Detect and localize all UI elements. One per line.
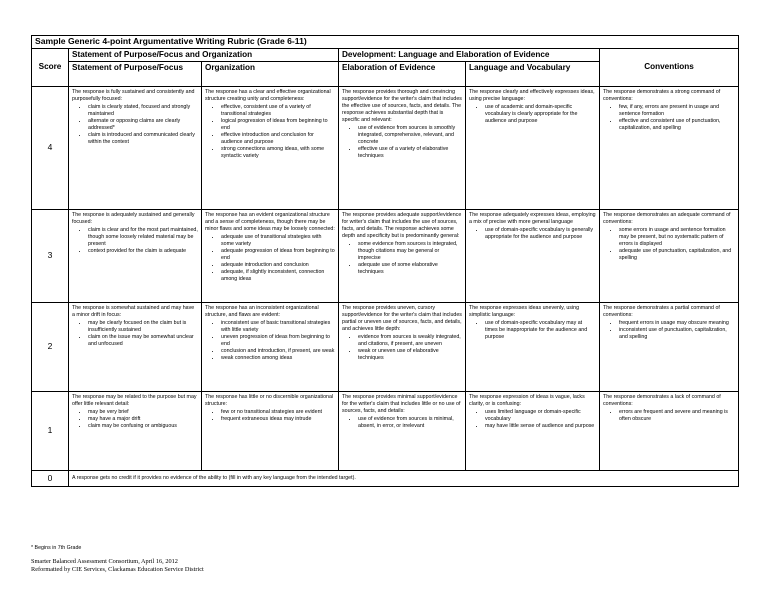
- language-cell: [466, 86, 600, 209]
- organization-cell: [202, 302, 339, 391]
- language-intro: The response expression of ideas is vague, lacks clarity, or is confusing:: [469, 393, 585, 407]
- criterion-bullet: • use of domain-specific vocabulary may at times be inappropriate for the audience and purpose: [485, 320, 596, 341]
- criterion-bullet: • context provided for the claim is adequate: [88, 248, 198, 255]
- criterion-bullet: • may be clearly focused on the claim but is insufficiently sustained: [88, 320, 198, 334]
- group-header-purpose-organization: Statement of Purpose/Focus and Organization: [69, 48, 339, 61]
- elaboration-bullets: [342, 125, 462, 160]
- conventions-intro: The response demonstrates a strong command of conventions:: [603, 88, 721, 102]
- score-row: [32, 209, 739, 302]
- language-header: Language and Vocabulary: [466, 61, 600, 86]
- criterion-bullet: • adequate introduction and conclusion: [221, 262, 335, 269]
- criterion-bullet: • conclusion and introduction, if present, are weak: [221, 348, 335, 355]
- purpose-bullets: [72, 320, 198, 348]
- criterion-bullet: • may have a major drift: [88, 416, 198, 423]
- elaboration-bullets: [342, 416, 462, 430]
- purpose-intro: The response may be related to the purpose but may offer little relevant detail:: [72, 393, 197, 407]
- criterion-bullet: • claim may be confusing or ambiguous: [88, 423, 198, 430]
- purpose-intro: The response is adequately sustained and generally focused:: [72, 211, 195, 225]
- elaboration-intro: The response provides thorough and convincing support/evidence for the writer's claim that includes the effective use of sources, facts, and details. The response achieves substantial depth that is specific and relevant:: [342, 88, 462, 123]
- criterion-bullet: • use of academic and domain-specific vocabulary is clearly appropriate for the audience and purpose: [485, 104, 596, 125]
- criterion-bullet: • uneven progression of ideas from beginning to end: [221, 334, 335, 348]
- criterion-bullet: • use of evidence from sources is smoothly integrated, comprehensive, relevant, and concrete: [358, 125, 462, 146]
- organization-header: Organization: [202, 61, 339, 86]
- purpose-intro: The response is somewhat sustained and may have a minor drift in focus:: [72, 304, 195, 318]
- criterion-bullet: • use of evidence from sources is minimal, absent, in error, or irrelevant: [358, 416, 462, 430]
- elaboration-intro: The response provides adequate support/evidence for writer's claim that includes the use of sources, facts, and details. The response achieves some depth and specificity but is predominantly general:: [342, 211, 462, 239]
- elaboration-cell: [339, 302, 466, 391]
- purpose-cell: [69, 86, 202, 209]
- conventions-intro: The response demonstrates a lack of command of conventions:: [603, 393, 721, 407]
- purpose-bullets: [72, 227, 198, 255]
- purpose-cell: [69, 209, 202, 302]
- criterion-bullet: • few or no transitional strategies are evident: [221, 409, 335, 416]
- score-value: 2: [32, 302, 69, 391]
- purpose-intro: The response is fully sustained and consistently and purposefully focused:: [72, 88, 195, 102]
- criterion-bullet: • effective and consistent use of punctuation, capitalization, and spelling: [619, 118, 735, 132]
- organization-cell: [202, 209, 339, 302]
- criterion-bullet: • frequent extraneous ideas may intrude: [221, 416, 335, 423]
- conventions-cell: [600, 86, 739, 209]
- criterion-bullet: • weak or uneven use of elaborative techniques: [358, 348, 462, 362]
- criterion-bullet: • effective introduction and conclusion for audience and purpose: [221, 132, 335, 146]
- criterion-bullet: • frequent errors in usage may obscure meaning: [619, 320, 735, 327]
- rubric-title: Sample Generic 4-point Argumentative Writing Rubric (Grade 6-11): [32, 36, 739, 49]
- criterion-bullet: • some errors in usage and sentence formation may be present, but no systematic pattern of errors is displayed: [619, 227, 735, 248]
- language-bullets: [469, 320, 596, 341]
- organization-intro: The response has an evident organizational structure and a sense of completeness, though there may be minor flaws and some ideas may be loosely connected:: [205, 211, 335, 232]
- criterion-bullet: • adequate, if slightly inconsistent, connection among ideas: [221, 269, 335, 283]
- elaboration-intro: The response provides minimal support/evidence for the writer's claim that includes little or no use of sources, facts, and details:: [342, 393, 461, 414]
- conventions-header: Conventions: [600, 48, 739, 86]
- conventions-cell: [600, 391, 739, 470]
- language-bullets: [469, 409, 596, 430]
- conventions-cell: [600, 302, 739, 391]
- conventions-bullets: [603, 227, 735, 262]
- criterion-bullet: • logical progression of ideas from beginning to end: [221, 118, 335, 132]
- purpose-bullets: [72, 104, 198, 146]
- criterion-bullet: • adequate use of punctuation, capitalization, and spelling: [619, 248, 735, 262]
- organization-bullets: [205, 320, 335, 362]
- conventions-bullets: [603, 320, 735, 341]
- criterion-bullet: • inconsistent use of basic transitional strategies with little variety: [221, 320, 335, 334]
- elaboration-bullets: [342, 334, 462, 362]
- purpose-header: Statement of Purpose/Focus: [69, 61, 202, 86]
- group-header-development: Development: Language and Elaboration of Evidence: [339, 48, 600, 61]
- criterion-bullet: • adequate use of transitional strategies with some variety: [221, 234, 335, 248]
- elaboration-header: Elaboration of Evidence: [339, 61, 466, 86]
- organization-bullets: [205, 409, 335, 423]
- criterion-bullet: • weak connection among ideas: [221, 355, 335, 362]
- conventions-bullets: [603, 104, 735, 132]
- criterion-bullet: • claim is clear and for the most part maintained, though some loosely related material may be present: [88, 227, 198, 248]
- organization-intro: The response has little or no discernible organizational structure:: [205, 393, 334, 407]
- language-bullets: [469, 104, 596, 125]
- conventions-cell: [600, 209, 739, 302]
- criterion-bullet: • some evidence from sources is integrated, though citations may be general or imprecise: [358, 241, 462, 262]
- zero-score-description: A response gets no credit if it provides no evidence of the ability to (fill in with any key language from the intended target).: [69, 470, 739, 486]
- purpose-cell: [69, 391, 202, 470]
- criterion-bullet: • may have little sense of audience and purpose: [485, 423, 596, 430]
- criterion-bullet: • adequate progression of ideas from beginning to end: [221, 248, 335, 262]
- criterion-bullet: • alternate or opposing claims are clearly addressed*: [88, 118, 198, 132]
- criterion-bullet: • claim is introduced and communicated clearly within the context: [88, 132, 198, 146]
- language-intro: The response adequately expresses ideas, employing a mix of precise with more general language: [469, 211, 596, 225]
- criterion-bullet: • claim on the issue may be somewhat unclear and unfocused: [88, 334, 198, 348]
- criterion-bullet: • evidence from sources is weakly integrated, and citations, if present, are uneven: [358, 334, 462, 348]
- criterion-bullet: • claim is clearly stated, focused and strongly maintained: [88, 104, 198, 118]
- score-value: 4: [32, 86, 69, 209]
- elaboration-bullets: [342, 241, 462, 276]
- conventions-intro: The response demonstrates an adequate command of conventions:: [603, 211, 731, 225]
- purpose-cell: [69, 302, 202, 391]
- language-cell: [466, 302, 600, 391]
- conventions-intro: The response demonstrates a partial command of conventions:: [603, 304, 720, 318]
- criterion-bullet: • few, if any, errors are present in usage and sentence formation: [619, 104, 735, 118]
- score-zero: 0: [32, 470, 69, 486]
- footnote: * Begins in 7th Grade: [31, 545, 82, 551]
- elaboration-cell: [339, 209, 466, 302]
- criterion-bullet: • uses limited language or domain-specific vocabulary: [485, 409, 596, 423]
- score-value: 1: [32, 391, 69, 470]
- footer-source: Smarter Balanced Assessment Consortium, April 16, 2012: [31, 558, 178, 565]
- language-cell: [466, 391, 600, 470]
- criterion-bullet: • strong connections among ideas, with some syntactic variety: [221, 146, 335, 160]
- criterion-bullet: • effective use of a variety of elaborative techniques: [358, 146, 462, 160]
- purpose-bullets: [72, 409, 198, 430]
- score-row: [32, 391, 739, 470]
- language-cell: [466, 209, 600, 302]
- score-value: 3: [32, 209, 69, 302]
- rubric-table: [31, 35, 739, 487]
- organization-bullets: [205, 234, 335, 283]
- conventions-bullets: [603, 409, 735, 423]
- language-intro: The response clearly and effectively expresses ideas, using precise language:: [469, 88, 595, 102]
- criterion-bullet: • inconsistent use of punctuation, capitalization, and spelling: [619, 327, 735, 341]
- score-rows: [32, 86, 739, 470]
- language-intro: The response expresses ideas unevenly, using simplistic language:: [469, 304, 580, 318]
- footer-reformatted: Reformatted by CIE Services, Clackamas Education Service District: [31, 566, 204, 573]
- organization-intro: The response has a clear and effective organizational structure creating unity and completeness:: [205, 88, 331, 102]
- organization-cell: [202, 391, 339, 470]
- criterion-bullet: • adequate use of some elaborative techniques: [358, 262, 462, 276]
- organization-bullets: [205, 104, 335, 160]
- score-row: [32, 302, 739, 391]
- elaboration-intro: The response provides uneven, cursory support/evidence for the writer's claim that includes partial or uneven use of sources, facts, and details, and achieves little depth:: [342, 304, 462, 332]
- organization-intro: The response has an inconsistent organizational structure, and flaws are evident:: [205, 304, 319, 318]
- elaboration-cell: [339, 391, 466, 470]
- criterion-bullet: • effective, consistent use of a variety of transitional strategies: [221, 104, 335, 118]
- criterion-bullet: • use of domain-specific vocabulary is generally appropriate for the audience and purpose: [485, 227, 596, 241]
- organization-cell: [202, 86, 339, 209]
- score-row: [32, 86, 739, 209]
- criterion-bullet: • may be very brief: [88, 409, 198, 416]
- score-header: Score: [32, 48, 69, 86]
- criterion-bullet: • errors are frequent and severe and meaning is often obscure: [619, 409, 735, 423]
- language-bullets: [469, 227, 596, 241]
- elaboration-cell: [339, 86, 466, 209]
